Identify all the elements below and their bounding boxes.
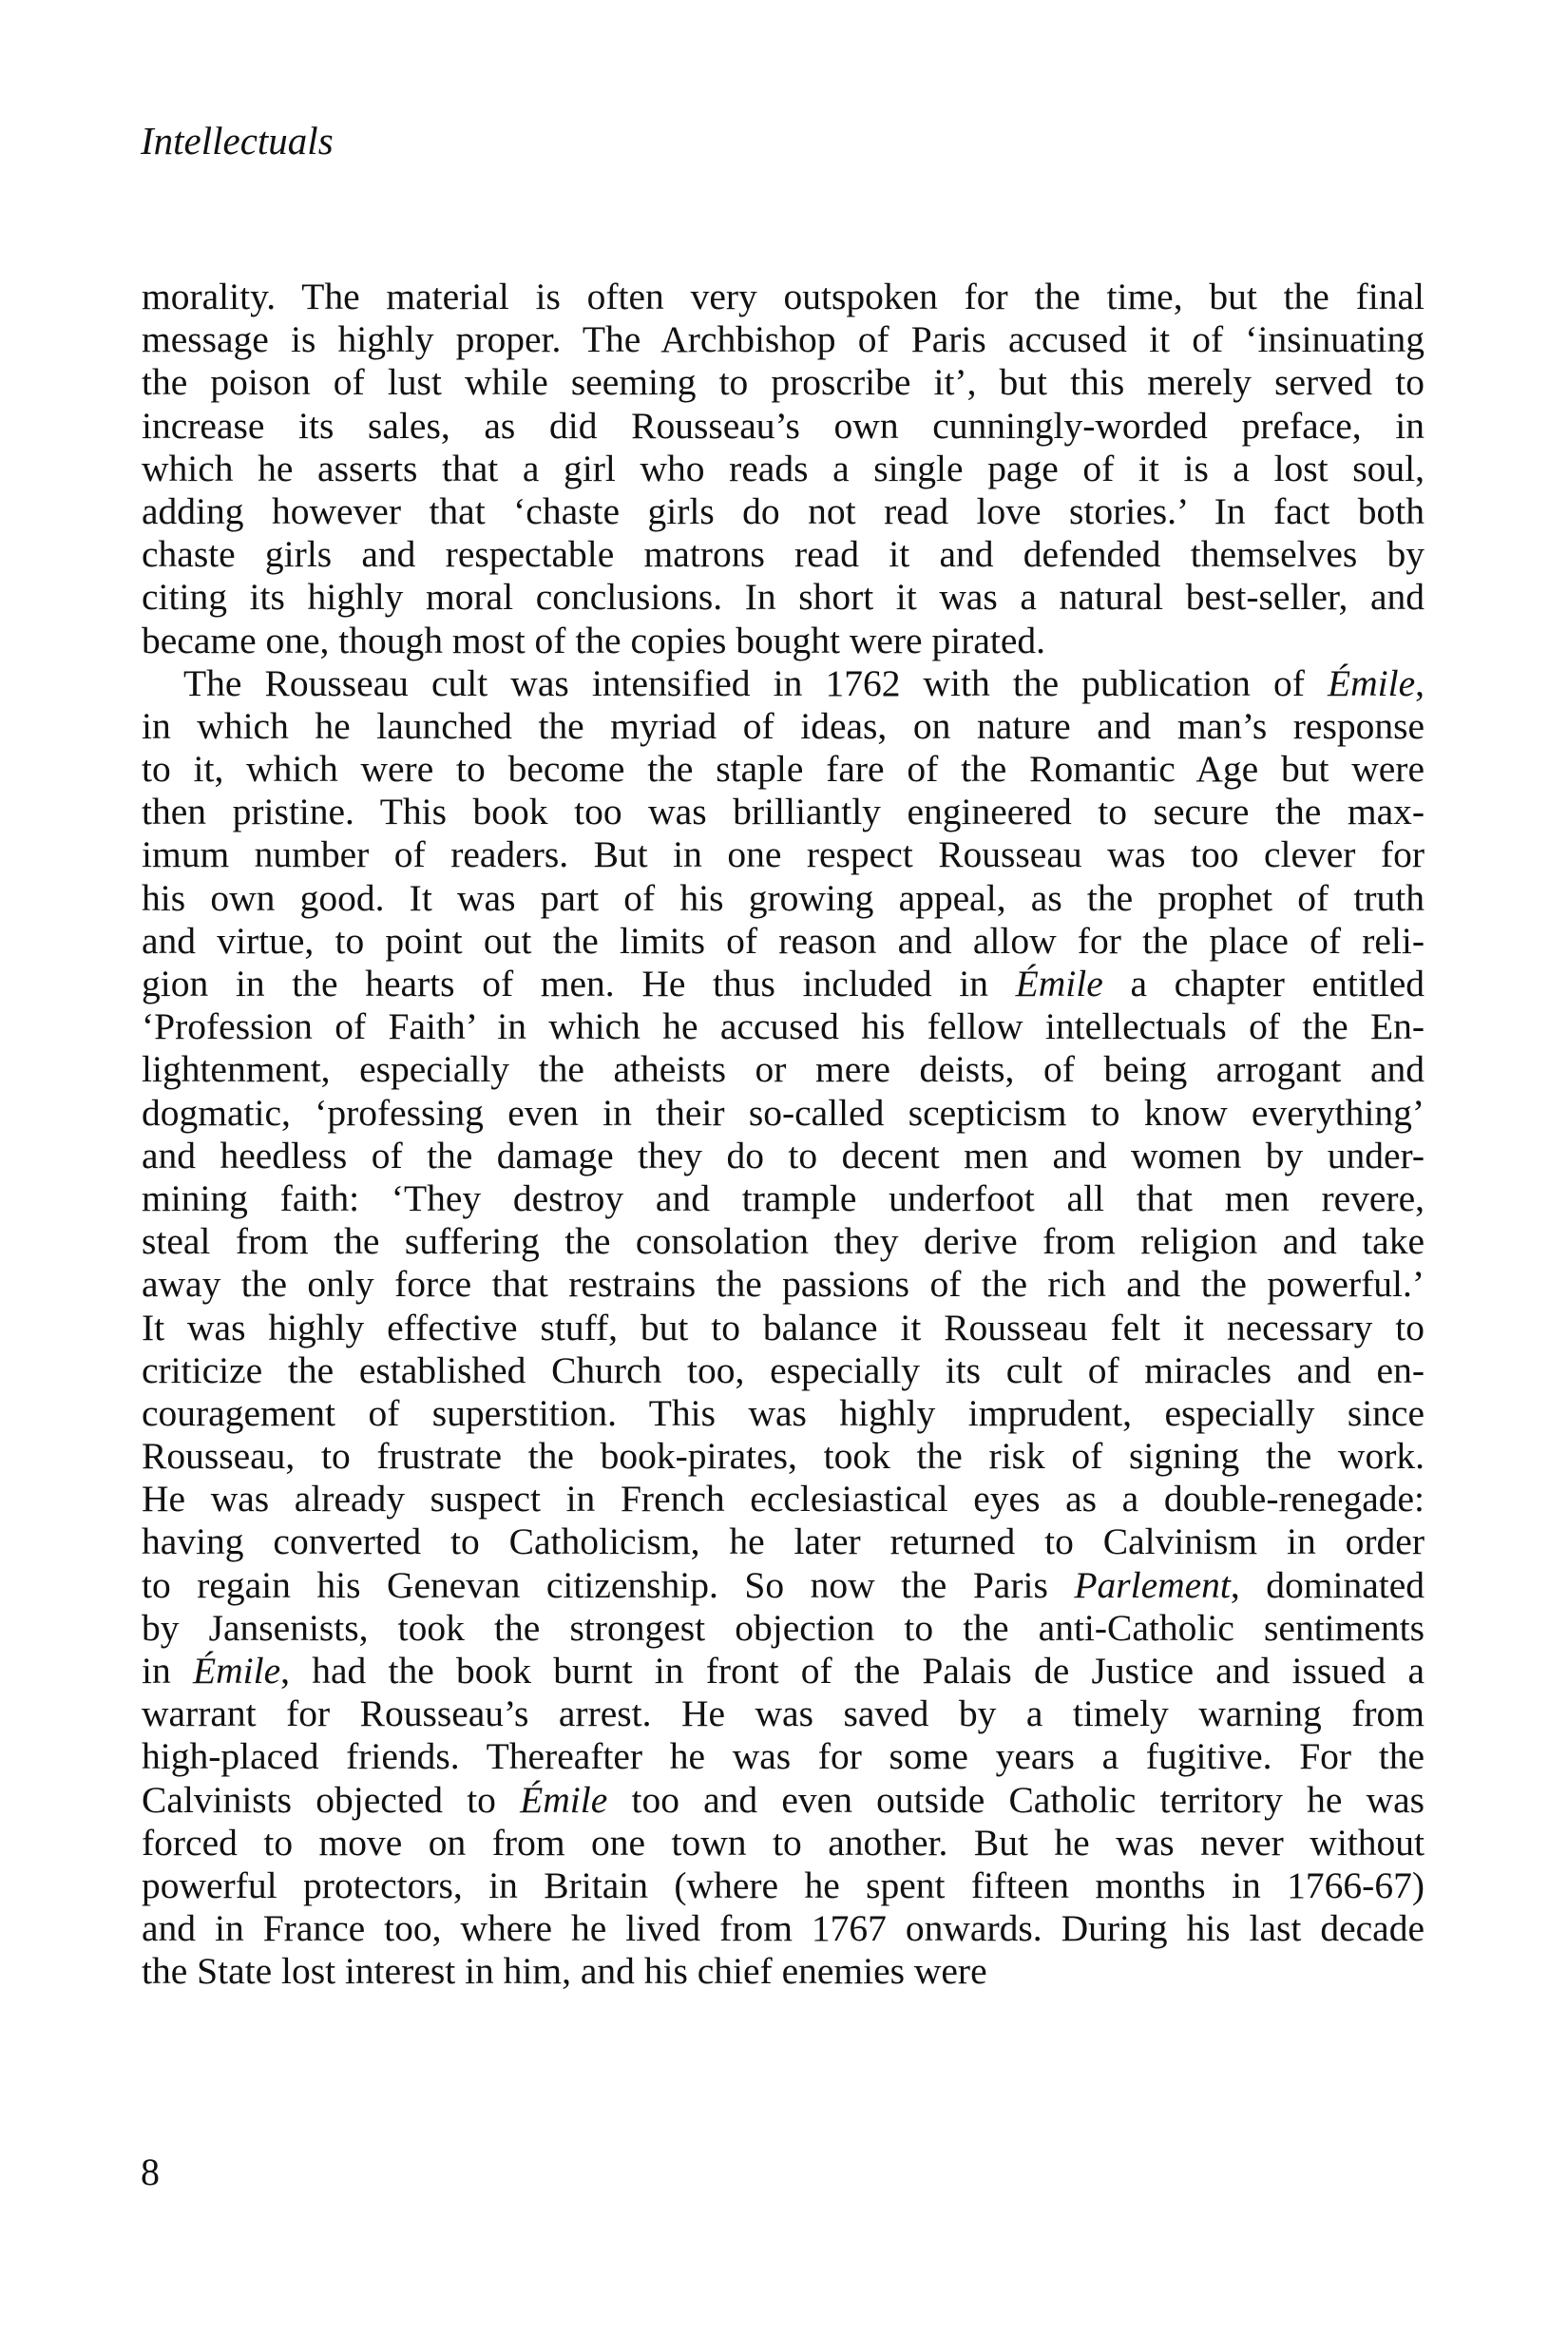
text-line (142, 833, 1425, 876)
text-line (142, 1092, 1425, 1135)
text-line (142, 1263, 1425, 1306)
italic-text: Émile (1015, 963, 1103, 1004)
text-line (142, 1135, 1425, 1177)
text-segment: and heedless of the damage they do to decent men and women by under- (142, 1134, 1425, 1176)
text-segment: became one, though most of the copies bought were pirated. (142, 619, 1046, 661)
text-line (142, 620, 1425, 662)
text-segment: Calvinists objected to (142, 1778, 521, 1821)
text-line (142, 1177, 1425, 1220)
text-line (142, 1692, 1425, 1735)
text-line (142, 361, 1425, 404)
text-segment: mining faith: ‘They destroy and trample underfoot all that men revere, (142, 1176, 1425, 1219)
text-segment: his own good. It was part of his growing appeal, as the prophet of truth (142, 876, 1425, 919)
text-line (142, 1864, 1425, 1907)
text-segment: to it, which were to become the staple fare of the Romantic Age but were (142, 748, 1425, 791)
text-line (142, 920, 1425, 963)
text-segment: gion in the hearts of men. He thus included in (142, 963, 1016, 1004)
text-segment: having converted to Catholicism, he later returned to Calvinism in order (142, 1520, 1425, 1563)
text-segment: adding however that ‘chaste girls do not read love stories.’ In fact both (142, 489, 1425, 532)
text-segment: away the only force that restrains the passions of the rich and the powerful.’ (142, 1263, 1425, 1306)
text-segment: criticize the established Church too, especially its cult of miracles and en- (142, 1348, 1425, 1391)
text-segment: dogmatic, ‘professing even in their so-called scepticism to know everything’ (142, 1091, 1425, 1134)
page-number: 8 (141, 2151, 160, 2193)
text-segment: and in France too, where he lived from 1767 onwards. During his last decade (142, 1907, 1425, 1950)
text-segment: to regain his Genevan citizenship. So now the Paris (142, 1563, 1075, 1606)
text-line (142, 1220, 1425, 1263)
text-segment: the State lost interest in him, and his chief enemies were (142, 1950, 987, 1993)
text-line (142, 1607, 1425, 1650)
text-line (142, 1478, 1425, 1520)
text-line (142, 963, 1425, 1005)
body-text (142, 276, 1425, 1994)
text-segment: steal from the suffering the consolation they derive from religion and take (142, 1220, 1425, 1263)
text-line (142, 748, 1425, 791)
text-segment: The Rousseau cult was intensified in 1762 with the publication of (183, 661, 1328, 704)
running-head: Intellectuals (141, 119, 334, 163)
text-segment: citing its highly moral conclusions. In short it was a natural best-seller, and (142, 576, 1425, 619)
text-segment: powerful protectors, in Britain (where he spent fifteen months in 1766-67) (142, 1864, 1425, 1906)
text-line (142, 1779, 1425, 1822)
text-line (142, 1005, 1425, 1048)
text-line (142, 1907, 1425, 1950)
text-line (142, 705, 1425, 748)
italic-text: Émile (1327, 661, 1416, 704)
text-segment: which he asserts that a girl who reads a single page of it is a lost soul, (142, 447, 1425, 489)
text-segment: then pristine. This book too was brilliantly engineered to secure the max- (142, 791, 1425, 833)
text-segment: too and even outside Catholic territory he was (607, 1778, 1425, 1821)
text-segment: , (1415, 661, 1425, 704)
text-line (142, 576, 1425, 619)
text-line (142, 1048, 1425, 1091)
text-segment: He was already suspect in French ecclesiastical eyes as a double-renegade: (142, 1478, 1425, 1520)
text-segment: It was highly effective stuff, but to balance it Rousseau felt it necessary to (142, 1306, 1425, 1348)
text-segment: by Jansenists, took the strongest objection to the anti-Catholic sentiments (142, 1606, 1425, 1649)
text-segment: a chapter entitled (1102, 963, 1425, 1004)
text-line (142, 1735, 1425, 1778)
text-line (142, 1392, 1425, 1435)
text-segment: , had the book burnt in front of the Palais de Justice and issued a (280, 1650, 1425, 1692)
text-line (142, 1435, 1425, 1478)
text-line (142, 448, 1425, 490)
text-segment: forced to move on from one town to another. But he was never without (142, 1821, 1425, 1864)
text-line (142, 1822, 1425, 1864)
text-line (142, 791, 1425, 833)
text-line (142, 490, 1425, 533)
text-line (142, 1564, 1425, 1607)
text-segment: increase its sales, as did Rousseau’s own cunningly-worded preface, in (142, 404, 1425, 447)
text-segment: imum number of readers. But in one respect Rousseau was too clever for (142, 833, 1425, 876)
text-segment: message is highly proper. The Archbishop of Paris accused it of ‘insinuating (142, 318, 1425, 361)
text-line (142, 1307, 1425, 1349)
text-line (142, 1349, 1425, 1392)
text-segment: in which he launched the myriad of ideas, on nature and man’s response (142, 704, 1425, 747)
italic-text: Émile (520, 1778, 608, 1821)
text-line (142, 318, 1425, 361)
italic-text: Parlement (1074, 1563, 1231, 1606)
text-segment: , dominated (1230, 1563, 1425, 1606)
text-segment: ‘Profession of Faith’ in which he accused his fellow intellectuals of the En- (142, 1005, 1425, 1048)
text-line (142, 405, 1425, 448)
text-line (142, 1950, 1425, 1993)
italic-text: Émile (192, 1650, 281, 1692)
text-line (142, 662, 1425, 705)
text-line (142, 276, 1425, 318)
text-segment: morality. The material is often very outspoken for the time, but the final (142, 276, 1425, 317)
text-segment: chaste girls and respectable matrons read it and defended themselves by (142, 533, 1425, 576)
text-line (142, 877, 1425, 920)
text-segment: lightenment, especially the atheists or mere deists, of being arrogant and (142, 1048, 1425, 1091)
text-segment: and virtue, to point out the limits of reason and allow for the place of reli- (142, 919, 1425, 962)
text-line (142, 533, 1425, 576)
text-segment: warrant for Rousseau’s arrest. He was saved by a timely warning from (142, 1692, 1425, 1735)
text-segment: the poison of lust while seeming to proscribe it’, but this merely served to (142, 361, 1425, 404)
text-line (142, 1520, 1425, 1563)
text-segment: high-placed friends. Thereafter he was for some years a fugitive. For the (142, 1735, 1425, 1778)
text-segment: in (142, 1650, 193, 1692)
text-line (142, 1650, 1425, 1692)
text-segment: Rousseau, to frustrate the book-pirates, took the risk of signing the work. (142, 1435, 1425, 1478)
text-segment: couragement of superstition. This was highly imprudent, especially since (142, 1391, 1425, 1434)
